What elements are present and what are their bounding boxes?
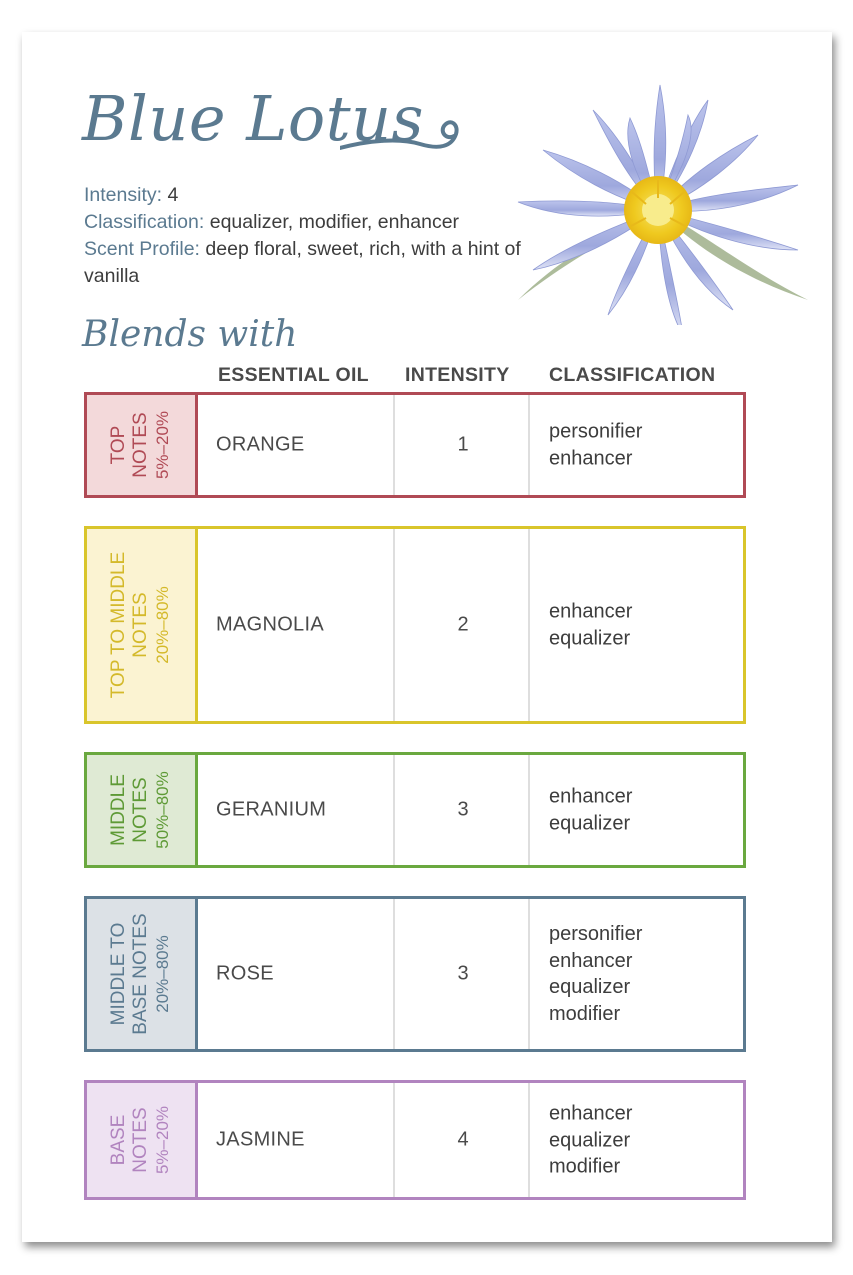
oil-info	[84, 182, 544, 290]
tag-line2: NOTES	[130, 592, 151, 658]
blend-row-top-to-middle	[84, 526, 746, 724]
class-item: equalizer	[549, 1128, 631, 1151]
tag-percent: 5%–20%	[153, 1105, 172, 1175]
note-tag	[87, 755, 198, 865]
blend-row-top	[84, 392, 746, 498]
oil-intensity: 4	[457, 1128, 469, 1151]
class-item: enhancer	[549, 600, 633, 623]
oil-name: MAGNOLIA	[216, 613, 324, 636]
oil-title: Blue Lotus	[82, 82, 424, 155]
oil-intensity: 3	[457, 798, 469, 821]
note-tag	[87, 1083, 198, 1197]
blend-row-base	[84, 1080, 746, 1200]
tag-line2: NOTES	[130, 1107, 151, 1173]
header-classification: CLASSIFICATION	[549, 364, 716, 386]
class-item: enhancer	[549, 785, 633, 808]
tag-percent: 20%–80%	[153, 935, 172, 1013]
tag-line1: MIDDLE TO	[108, 922, 129, 1026]
oil-intensity: 2	[457, 613, 469, 636]
oil-name: JASMINE	[216, 1128, 305, 1151]
lotus-flower-image	[510, 60, 815, 325]
tag-line1: TOP	[108, 425, 129, 465]
scent-line	[84, 236, 544, 290]
oil-name: ROSE	[216, 962, 274, 985]
note-tag	[87, 899, 198, 1049]
class-item: modifier	[549, 1002, 621, 1025]
tag-line2: BASE NOTES	[130, 913, 151, 1035]
oil-classification	[549, 921, 642, 1027]
blends-with-title: Blends with	[82, 314, 298, 355]
title-swash	[340, 110, 470, 170]
classification-value: equalizer, modifier, enhancer	[209, 211, 460, 233]
tag-line1: BASE	[108, 1114, 129, 1166]
class-item: modifier	[549, 1155, 621, 1178]
oil-intensity: 3	[457, 962, 469, 985]
tag-line1: TOP TO MIDDLE	[108, 551, 129, 699]
note-tag	[87, 395, 198, 495]
tag-percent: 50%–80%	[153, 771, 172, 849]
blend-row-middle-to-base	[84, 896, 746, 1052]
header-intensity: INTENSITY	[405, 364, 510, 386]
class-item: enhancer	[549, 447, 633, 469]
scent-label: Scent Profile:	[84, 238, 200, 260]
classification-label: Classification:	[84, 211, 205, 233]
oil-intensity: 1	[457, 433, 469, 456]
oil-name: GERANIUM	[216, 798, 327, 821]
oil-classification	[549, 599, 632, 652]
blend-row-middle	[84, 752, 746, 868]
class-item: enhancer	[549, 1102, 633, 1125]
tag-line1: MIDDLE	[108, 774, 129, 846]
oil-classification	[549, 784, 632, 837]
oil-classification	[549, 1100, 632, 1180]
tag-percent: 20%–80%	[153, 586, 172, 664]
scent-value: deep floral, sweet, rich, with a hint of vanilla	[84, 238, 521, 287]
tag-line2: NOTES	[130, 412, 151, 478]
header-essential-oil: ESSENTIAL OIL	[218, 364, 369, 386]
class-item: personifier	[549, 420, 643, 443]
class-item: equalizer	[549, 976, 631, 998]
note-tag	[87, 529, 198, 721]
intensity-value: 4	[167, 184, 179, 206]
class-item: enhancer	[549, 949, 633, 972]
intensity-label: Intensity:	[84, 184, 163, 206]
tag-percent: 5%–20%	[153, 410, 172, 480]
oil-card	[22, 32, 832, 1242]
tag-line2: NOTES	[130, 777, 151, 843]
classification-line	[84, 209, 544, 236]
intensity-line	[84, 182, 544, 209]
oil-name: ORANGE	[216, 433, 305, 456]
oil-classification	[549, 419, 642, 472]
class-item: personifier	[549, 923, 643, 945]
class-item: equalizer	[549, 627, 631, 649]
class-item: equalizer	[549, 812, 631, 834]
